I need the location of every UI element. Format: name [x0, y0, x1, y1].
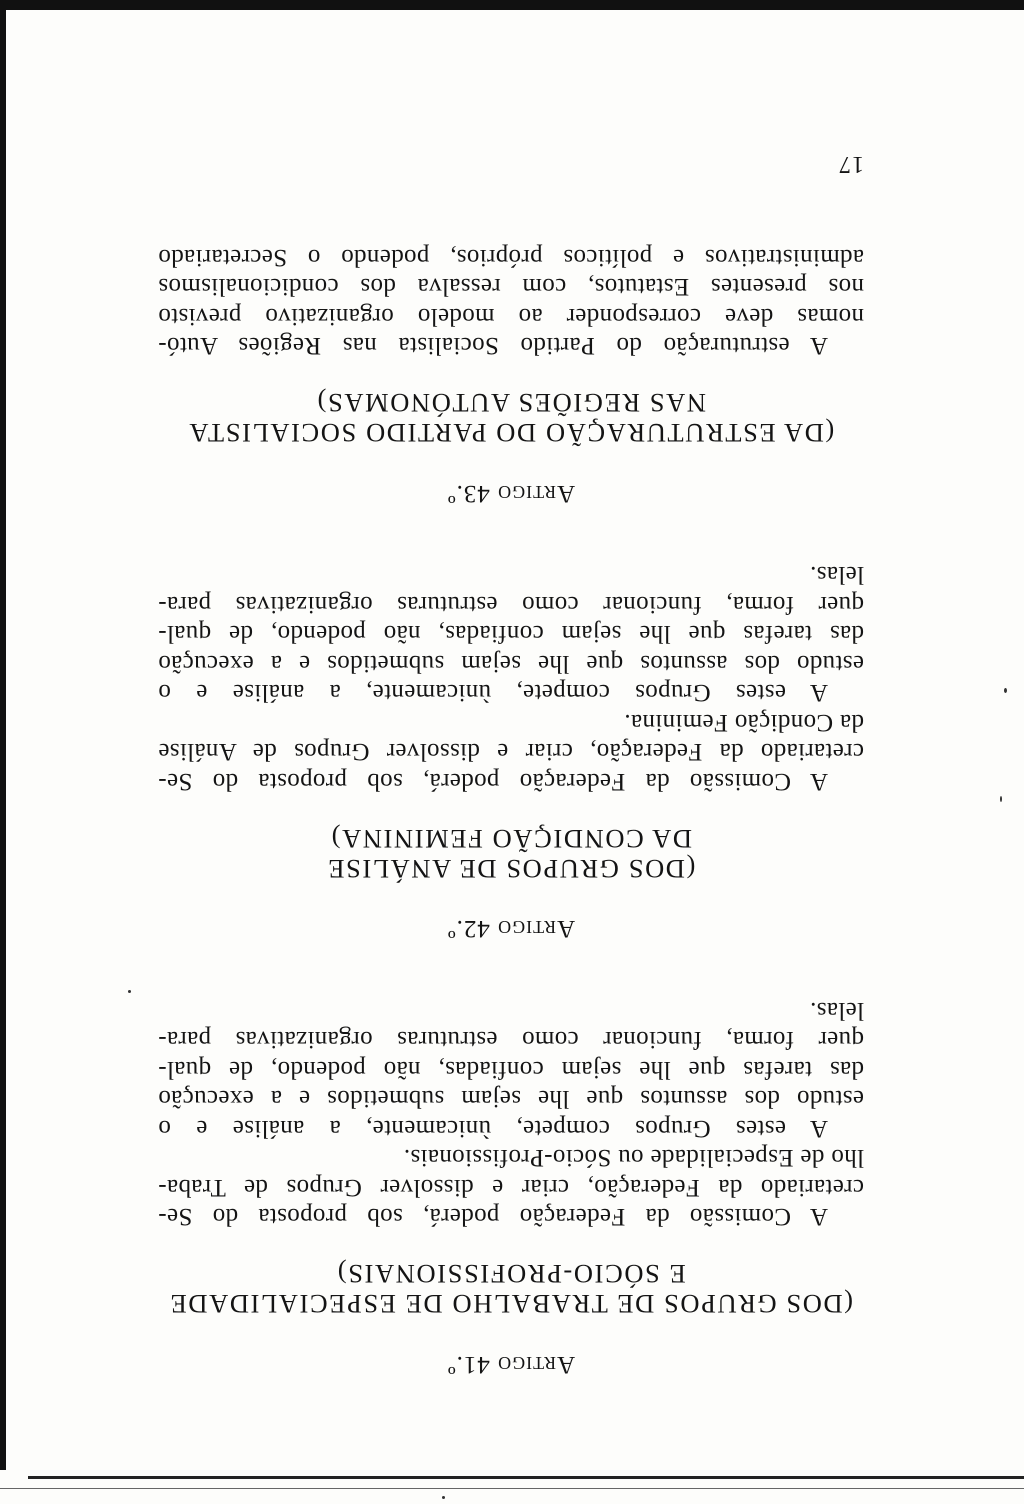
article-heading: Artigo 41.º [446, 1351, 576, 1378]
article-title-line: (DOS GRUPOS DE ANÁLISE [326, 854, 696, 884]
article-paragraph [158, 996, 864, 1144]
text-line: lelas. [809, 561, 864, 589]
article-title [158, 1260, 864, 1320]
text-line: quer forma, funcionar como estruturas organizativas para- [158, 1026, 864, 1054]
article-paragraph [158, 1143, 864, 1232]
article-heading: Artigo 42.º [446, 915, 576, 943]
article-paragraph [158, 243, 864, 361]
text-line: nomas deve corresponder ao modelo organizativo previsto [158, 303, 864, 330]
text-line: A Comissão da Federação poderá, sob proposta do Se- [158, 1203, 828, 1231]
text-column [158, 149, 864, 1379]
article-title-line: DA CONDIÇÃO FEMININA) [330, 824, 692, 854]
text-line: A estes Grupos compete, ùnicamente, a análise e o [158, 679, 828, 707]
text-line: cretariado da Federação, criar e dissolver Grupos de Análise [158, 738, 864, 766]
text-line: cretariado da Federação, criar e dissolver Grupos de Traba- [158, 1174, 864, 1201]
text-line: administrativos e políticos próprios, podendo o Secretariado [158, 244, 864, 271]
text-line: A estes Grupos compete, ùnicamente, a análise e o [158, 1115, 828, 1142]
text-line: estudo dos assuntos que lhe sejam submetidos e a execução [158, 1085, 864, 1113]
article-heading: Artigo 43.º [446, 480, 576, 507]
text-line: quer forma, funcionar como estruturas organizativas para- [158, 591, 864, 618]
text-line: A estruturação do Partido Socialista nas Regiões Autó- [158, 332, 828, 360]
text-line: A Comissão da Federação poderá, sob proposta do Se- [158, 768, 828, 795]
text-line: estudo dos assuntos que lhe sejam submetidos e a execução [158, 650, 864, 677]
text-line: das tarefas que lhe sejam confiadas, não podendo, de qual- [158, 1056, 864, 1083]
text-line: da Condição Feminina. [624, 709, 864, 736]
article-title-line: NAS REGIÕES AUTÓNOMAS) [315, 388, 707, 419]
text-line: nos presentes Estatutos, com ressalva dos condicionalismos [158, 273, 864, 301]
article-title-line: (DA ESTRUTURAÇÃO DO PARTIDO SOCIALISTA [187, 418, 835, 449]
article-title [158, 824, 864, 884]
page-number: 17 [838, 151, 864, 178]
text-line: das tarefas que lhe sejam confiadas, não podendo, de qual- [158, 620, 864, 648]
article-paragraph [158, 708, 864, 797]
article-title [158, 389, 864, 449]
article-title-line: (DOS GRUPOS DE TRABALHO DE ESPECIALIDADE [168, 1289, 854, 1320]
article-paragraph [158, 560, 864, 708]
text-line: lho de Especialidade ou Sócio-Profissionais. [403, 1144, 864, 1172]
article-title-line: E SÓCIO-PROFISSIONAIS) [336, 1259, 686, 1290]
text-line: lelas. [809, 997, 864, 1024]
